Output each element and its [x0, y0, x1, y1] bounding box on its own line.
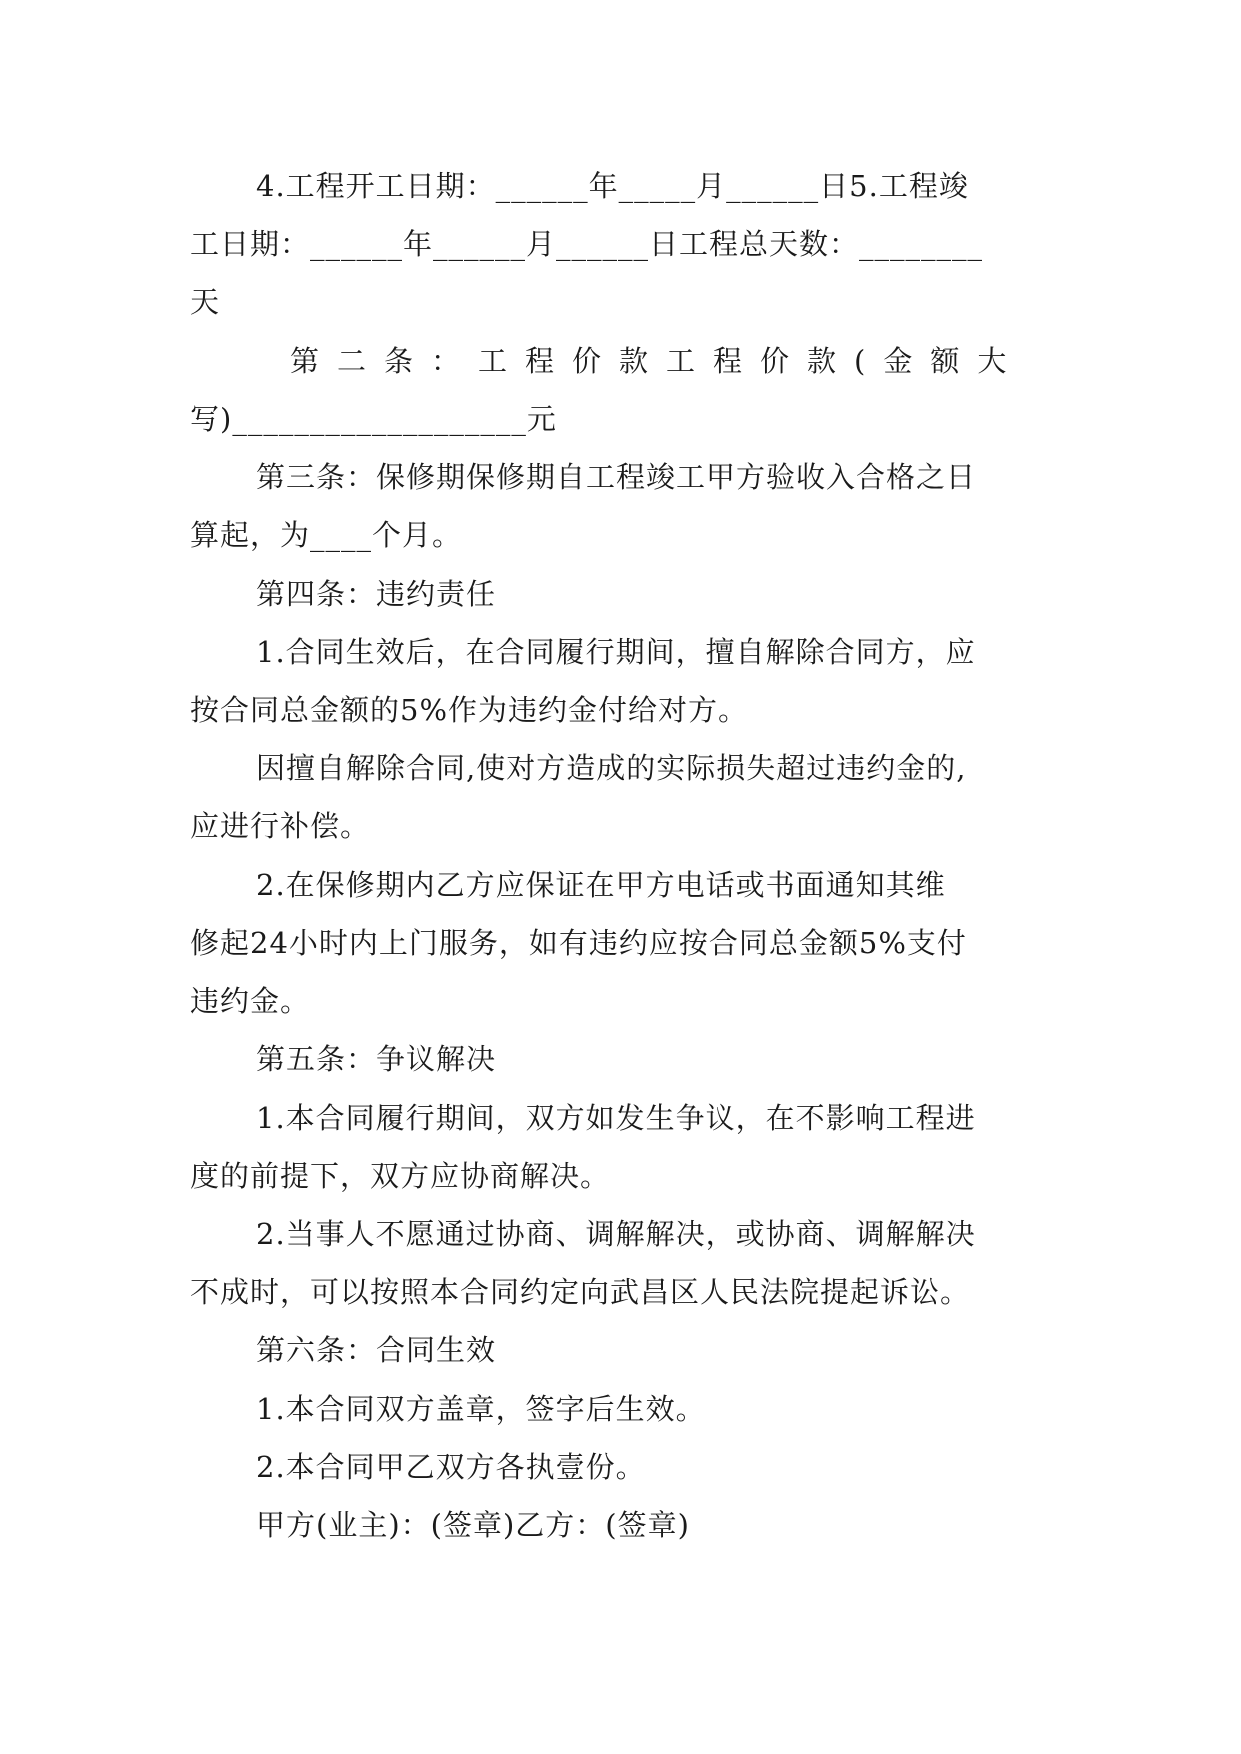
paragraph-line: 1.本合同双方盖章，签字后生效。 — [256, 1392, 706, 1426]
section-heading-4: 第四条：违约责任 — [256, 577, 497, 611]
paragraph-line: 度的前提下，双方应协商解决。 — [190, 1159, 611, 1193]
section-heading-6: 第六条：合同生效 — [256, 1333, 497, 1367]
paragraph-line: 2.本合同甲乙双方各执壹份。 — [256, 1450, 646, 1484]
section-heading-3: 第三条：保修期保修期自工程竣工甲方验收入合格之日 — [256, 460, 977, 494]
paragraph-line: 应进行补偿。 — [190, 809, 371, 843]
paragraph-line: 修起24小时内上门服务，如有违约应按合同总金额5%支付 — [190, 926, 967, 960]
section-heading-2: 第二条：工程价款工程价款(金额大 — [290, 344, 1025, 378]
paragraph-line: 不成时，可以按照本合同约定向武昌区人民法院提起诉讼。 — [190, 1275, 971, 1309]
paragraph-line: 工日期：______年______月______日工程总天数：________ — [190, 227, 984, 261]
paragraph-line: 2.在保修期内乙方应保证在甲方电话或书面通知其维 — [256, 868, 946, 902]
paragraph-line: 算起，为____个月。 — [190, 518, 463, 552]
paragraph-line: 写)___________________元 — [190, 402, 557, 436]
paragraph-line: 按合同总金额的5%作为违约金付给对方。 — [190, 693, 749, 727]
paragraph-line: 1.本合同履行期间，双方如发生争议，在不影响工程进 — [256, 1101, 976, 1135]
paragraph-line: 4.工程开工日期：______年_____月______日5.工程竣 — [256, 169, 969, 203]
paragraph-line: 因擅自解除合同,使对方造成的实际损失超过违约金的, — [256, 751, 967, 785]
signature-line: 甲方(业主)：(签章)乙方：(签章) — [256, 1508, 690, 1542]
section-heading-5: 第五条：争议解决 — [256, 1042, 497, 1076]
paragraph-line: 2.当事人不愿通过协商、调解解决，或协商、调解解决 — [256, 1217, 976, 1251]
paragraph-line: 天 — [190, 285, 221, 319]
paragraph-line: 违约金。 — [190, 984, 311, 1018]
paragraph-line: 1.合同生效后，在合同履行期间，擅自解除合同方，应 — [256, 635, 976, 669]
